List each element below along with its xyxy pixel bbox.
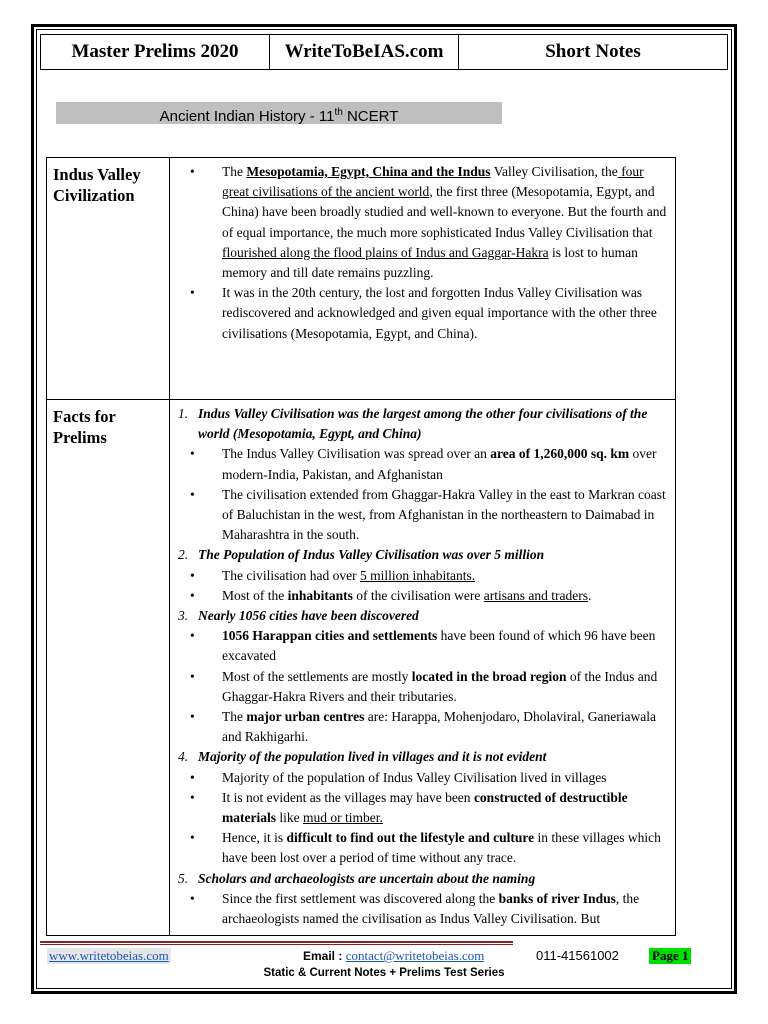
- document-header: [40, 34, 728, 70]
- numbered-heading: 2. The Population of Indus Valley Civilisation was over 5 million: [178, 547, 545, 563]
- table-row: [47, 158, 676, 400]
- footer-rule: [40, 941, 513, 945]
- header-site: WriteToBeIAS.com: [270, 35, 459, 69]
- numbered-heading: 5. Scholars and archaeologists are uncertain about the naming: [178, 870, 536, 886]
- section-title: Ancient Indian History - 11th NCERT: [56, 102, 502, 124]
- notes-table: [46, 157, 676, 936]
- list-item: • The civilisation extended from Ghaggar-Hakra Valley in the east to Markran coast of Baluchistan in the west, from Afghanistan in the northeastern to Daimabad in Maharashtra in the south.: [174, 485, 669, 546]
- row-content: [170, 158, 676, 400]
- numbered-heading: 3. Nearly 1056 cities have been discovered: [178, 608, 419, 624]
- list-item: • Most of the inhabitants of the civilisation were artisans and traders.: [174, 586, 669, 606]
- list-item: • The major urban centres are: Harappa, Mohenjodaro, Dholaviral, Ganeriawala and Rakhigarhi.: [174, 707, 669, 747]
- footer-phone: 011-41561002: [536, 948, 619, 963]
- list-item: • Majority of the population of Indus Valley Civilisation lived in villages: [174, 768, 669, 788]
- list-item: • The Indus Valley Civilisation was spread over an area of 1,260,000 sq. km over modern-India, Pakistan, and Afghanistan: [174, 444, 669, 484]
- list-item: • Most of the settlements are mostly located in the broad region of the Indus and Ghaggar-Hakra Rivers and their tributaries.: [174, 667, 669, 707]
- list-item: • It is not evident as the villages may have been constructed of destructible materials like mud or timber.: [174, 788, 669, 828]
- row-label: Indus Valley Civilization: [47, 158, 170, 400]
- numbered-heading: 4. Majority of the population lived in villages and it is not evident: [178, 749, 547, 765]
- list-item: • Since the first settlement was discovered along the banks of river Indus, the archaeologists named the civilisation as Indus Valley Civilisation. But: [174, 889, 669, 929]
- list-item: • The civilisation had over 5 million inhabitants.: [174, 566, 669, 586]
- table-row: [47, 400, 676, 936]
- footer-tagline: Static & Current Notes + Prelims Test Series: [263, 967, 505, 979]
- email-link[interactable]: contact@writetobeias.com: [345, 948, 485, 963]
- list-item: • Hence, it is difficult to find out the lifestyle and culture in these villages which have been lost over a period of time without any trace.: [174, 828, 669, 868]
- header-course: Master Prelims 2020: [41, 35, 270, 69]
- list-item: • It was in the 20th century, the lost and forgotten Indus Valley Civilisation was rediscovered and acknowledged and given equal importance with the other three civilisations (Mesopotamia, Egypt, and China).: [174, 283, 669, 344]
- row-label: Facts for Prelims: [47, 400, 170, 936]
- list-item: • 1056 Harappan cities and settlements have been found of which 96 have been excavated: [174, 626, 669, 666]
- row-content: [170, 400, 676, 936]
- header-doc-type: Short Notes: [545, 41, 641, 62]
- footer-email: Email : contact@writetobeias.com: [303, 948, 485, 963]
- list-item: • The Mesopotamia, Egypt, China and the Indus Valley Civilisation, the four great civilisations of the ancient world, the first three (Mesopotamia, Egypt, and China) have been broadly studied and well-known to everyone. But the fourth and of equal importance, the much more sophisticated Indus Valley Civilisation that flourished along the flood plains of Indus and Gaggar-Hakra is lost to human memory and till date remains puzzling.: [174, 162, 669, 283]
- numbered-heading: 1. Indus Valley Civilisation was the largest among the other four civilisations of the world (Mesopotamia, Egypt, and China): [178, 406, 648, 442]
- website-link[interactable]: www.writetobeias.com: [49, 948, 169, 963]
- page-number: Page 1: [649, 948, 691, 964]
